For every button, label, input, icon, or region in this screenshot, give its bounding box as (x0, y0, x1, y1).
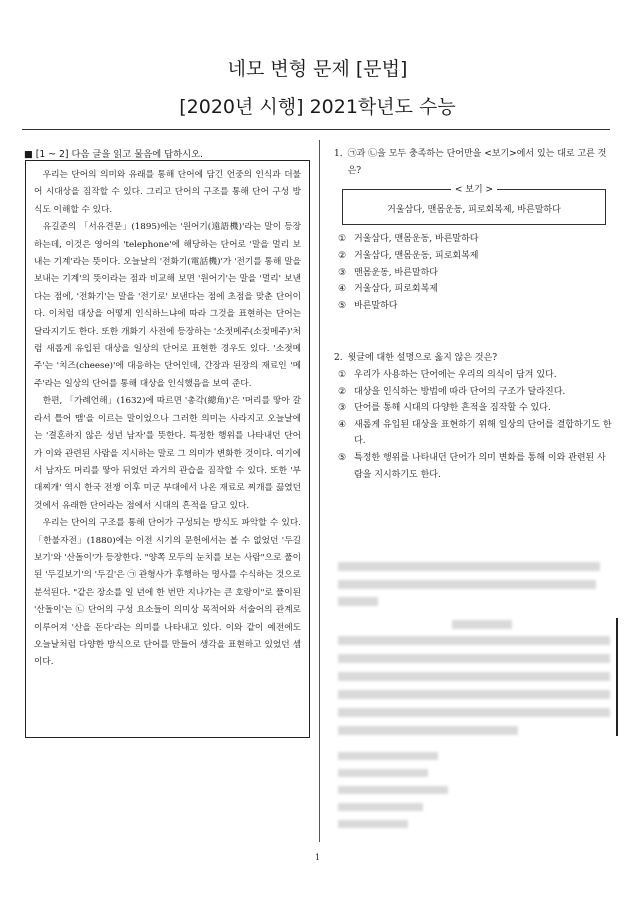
choice-item[interactable]: ① 거울삼다, 맨몸운동, 바른말하다 (338, 234, 479, 244)
passage-paragraph: 우리는 단어의 구조를 통해 단어가 구성되는 방식도 파악할 수 있다. 「한불자전」(1880)에는 이전 시기의 문헌에서는 볼 수 없었던 '두길보기'와 '산돌이'가 등장한다. "양쪽 모두의 눈치를 보는 사람"으로 풀이된 '두길보기'의 '두길'은 ㉠ 관형사가 후행하는 명사를 수식하는 것으로 분석된다. "같은 장소를 일 년에 한 번만 지나가는 큰 호랑이"로 풀이된 '산돌이'는 ㉡ 단어의 구성 요소들이 의미상 목적어와 서술어의 관계로 이루어져 '산을 돈다'라는 의미를 나타내고 있다. 이와 같이 예전에도 오늘날처럼 다양한 방식으로 단어를 만들어 생각을 표현하고 있었던 셈이다. (34, 518, 301, 668)
choice-item[interactable]: ⑤ 특정한 행위를 나타내던 단어가 의미 변화를 통해 이와 관련된 사람을 지시하기도 한다. (338, 452, 606, 480)
question-text: 윗글에 대한 설명으로 옳지 않은 것은? (347, 353, 498, 363)
question-2 (334, 350, 610, 367)
choice-item[interactable]: ⑤ 바른말하다 (338, 301, 398, 312)
bogi-title: < 보기 > (451, 185, 497, 195)
document-subtitle: [2020년 시행] 2021학년도 수능 (179, 96, 456, 118)
question-number: 1. (334, 149, 343, 159)
question-number: 2. (334, 353, 343, 363)
choice-item[interactable]: ② 거울삼다, 맨몸운동, 피로회복제 (338, 250, 479, 261)
document-title: 네모 변형 문제 [문법] (227, 58, 408, 80)
question-text: ㉠과 ㉡을 모두 충족하는 단어만을 <보기>에서 있는 대로 고른 것은? (347, 149, 607, 176)
choice-item[interactable]: ③ 맨몸운동, 바른말하다 (338, 267, 438, 278)
instruction: ■ [1 ~ 2] 다음 글을 읽고 물음에 답하시오. (24, 149, 204, 160)
choice-item[interactable]: ③ 단어를 통해 시대의 다양한 흔적을 짐작할 수 있다. (338, 403, 551, 414)
choice-item[interactable]: ① 우리가 사용하는 단어에는 우리의 의식이 담겨 있다. (338, 370, 557, 380)
passage-paragraph: 한편, 「가례언해」(1632)에 따르면 '총각(總角)'은 '머리를 땋아 갈라서 틀어 맴'을 이르는 말이었으나 그러한 의미는 사라지고 오늘날에는 '결혼하지 않은 성년 남자'를 뜻한다. 특정한 행위를 나타내던 단어가 이와 관련된 사람을 지시하는 말로 그 의미가 변화한 것이다. 여기에서 남자도 머리를 땋아 뒤었던 과거의 관습을 짐작할 수 있다. 또한 '부대찌개' 역시 한국 전쟁 이후 미군 부대에서 나온 재료로 찌개를 끓였던 것에서 유래한 단어라는 점에서 시대의 흔적을 담고 있다. (34, 396, 301, 511)
page-number: 1 (314, 853, 321, 862)
reading-passage (25, 160, 310, 738)
question-2-choices (338, 367, 614, 483)
bogi-box (342, 185, 606, 225)
choice-item[interactable]: ④ 새롭게 유입된 대상을 표현하기 위해 일상의 단어를 결합하기도 한다. (338, 419, 612, 447)
question-1-choices (338, 231, 614, 315)
passage-paragraph: 우리는 단어의 의미와 유래를 통해 단어에 담긴 언중의 인식과 더불어 시대상을 짐작할 수 있다. 그리고 단어의 구조를 통해 단어 구성 방식도 이해할 수 있다. (34, 170, 301, 215)
choice-item[interactable]: ② 대상을 인식하는 방법에 따라 단어의 구조가 달라진다. (338, 386, 566, 397)
choice-item[interactable]: ④ 거울삼다, 피로회복제 (338, 284, 438, 295)
bogi-items: 거울삼다, 맨몸운동, 피로회복제, 바른말하다 (387, 205, 561, 215)
header-divider (22, 129, 610, 130)
column-divider (319, 140, 320, 842)
question-1 (334, 146, 610, 180)
passage-paragraph: 유길준의 「서유견문」(1895)에는 '원어기(遠語機)'라는 말이 등장하는데, 이것은 영어의 'telephone'에 해당하는 단어로 '말을 멀리 보내는 기계'라는 뜻이다. 오늘날의 '전화기(電話機)'가 '전기를 통해 말을 보내는 기계'의 뜻이라는 점과 비교해 보면 '원어기'는 말을 '멀리' 보낸다는 점에, '전화기'는 말을 '전기로' 보낸다는 점에 초점을 맞춘 단어이다. 이처럼 대상을 어떻게 인식하느냐에 따라 그것을 표현하는 단어는 달라지기도 한다. 또한 개화기 사전에 등장하는 '소젓메주(소젖메주)'처럼 새롭게 유입된 대상을 일상의 단어로 표현한 경우도 있다. '소젓메주'는 '치즈(cheese)'에 대응하는 단어인데, 간장과 된장의 재료인 '메주'라는 일상의 단어를 통해 대상을 인식했음을 보여 준다. (34, 222, 301, 389)
